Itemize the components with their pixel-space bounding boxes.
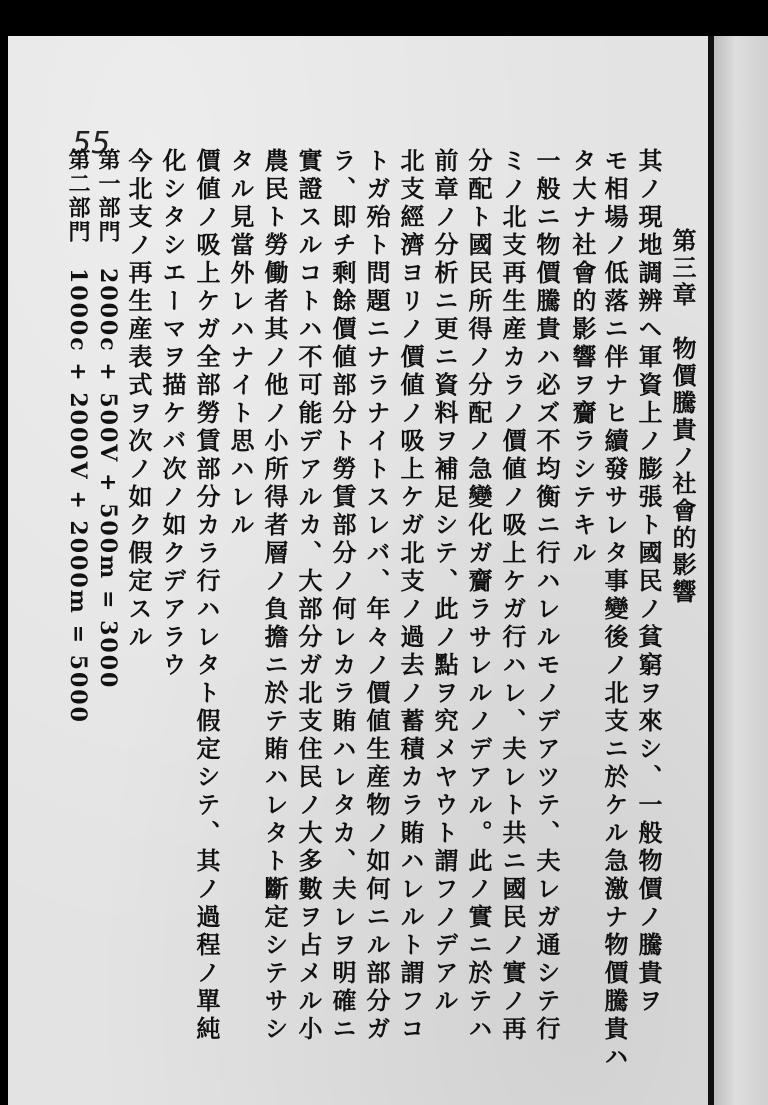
text-column-13: タル見當外レハナイト思ハレル [226, 148, 255, 540]
text-column-7: 前章ノ分析ニ更ニ資料ヲ補足シテ、此ノ點ヲ究メヤウト謂フノデアル [430, 148, 459, 1016]
text-column-8: 北支經濟ヨリノ價値ノ吸上ケガ北支ノ過去ノ蓄積カラ賄ハレルト謂フコ [396, 148, 425, 1044]
text-column-14: 價値ノ吸上ケガ全部勞賃部分カラ行ハレタト假定シテ、其ノ過程ノ單純 [192, 148, 221, 1044]
handwritten-page-number: 55 [72, 126, 111, 161]
text-column-11: 實證スルコトハ不可能デアルカ、大部分ガ北支住民ノ大多數ヲ占メル小 [294, 148, 323, 1044]
text-column-4: 一般ニ物價騰貴ハ必ズ不均衡ニ行ハレルモノデアツテ、夫レガ通シテ行 [532, 148, 561, 1044]
text-column-3: タ大ナ社會的影響ヲ齎ラシテキル [568, 148, 597, 568]
text-column-15: 化シタシエーマヲ描ケバ次ノ如クデアラウ [158, 148, 187, 680]
formula-department-2: 第二部門 1000c + 2000V + 2000m = 5000 [65, 148, 91, 724]
text-column-2: モ相場ノ低落ニ伴ナヒ續發サレタ事變後ノ北支ニ於ケル急激ナ物價騰貴ハ [600, 148, 629, 1072]
next-page-edge [714, 36, 768, 1105]
text-column-10: ラ、即チ剩餘價値部分ト勞賃部分ノ何レカラ賄ハレタカ、夫レヲ明確ニ [328, 148, 357, 1044]
text-column-6: 分配ト國民所得ノ分配ノ急變化ガ齎ラサレルノデアル。此ノ實ニ於テハ [464, 148, 493, 1044]
text-column-9: トガ殆ト問題ニナラナイトスレバ、年々ノ價値生産物ノ如何ニル部分ガ [362, 148, 391, 1044]
text-column-12: 農民ト勞働者其ノ他ノ小所得者層ノ負擔ニ於テ賄ハレタト斷定シテサシ [260, 148, 289, 1044]
formula-department-1: 第一部門 2000c + 500V + 500m = 3000 [95, 148, 121, 690]
text-column-16: 今北支ノ再生産表式ヲ次ノ如ク假定スル [124, 148, 153, 652]
chapter-title: 第三章 物價騰貴ノ社會的影響 [668, 228, 697, 606]
text-column-1: 其ノ現地調辨ヘ軍資上ノ膨張ト國民ノ貧窮ヲ來シ、一般物價ノ騰貴ヲ [634, 148, 663, 1016]
text-column-5: ミノ北支再生産カラノ價値ノ吸上ケガ行ハレ、夫レト共ニ國民ノ實ノ再 [498, 148, 527, 1044]
